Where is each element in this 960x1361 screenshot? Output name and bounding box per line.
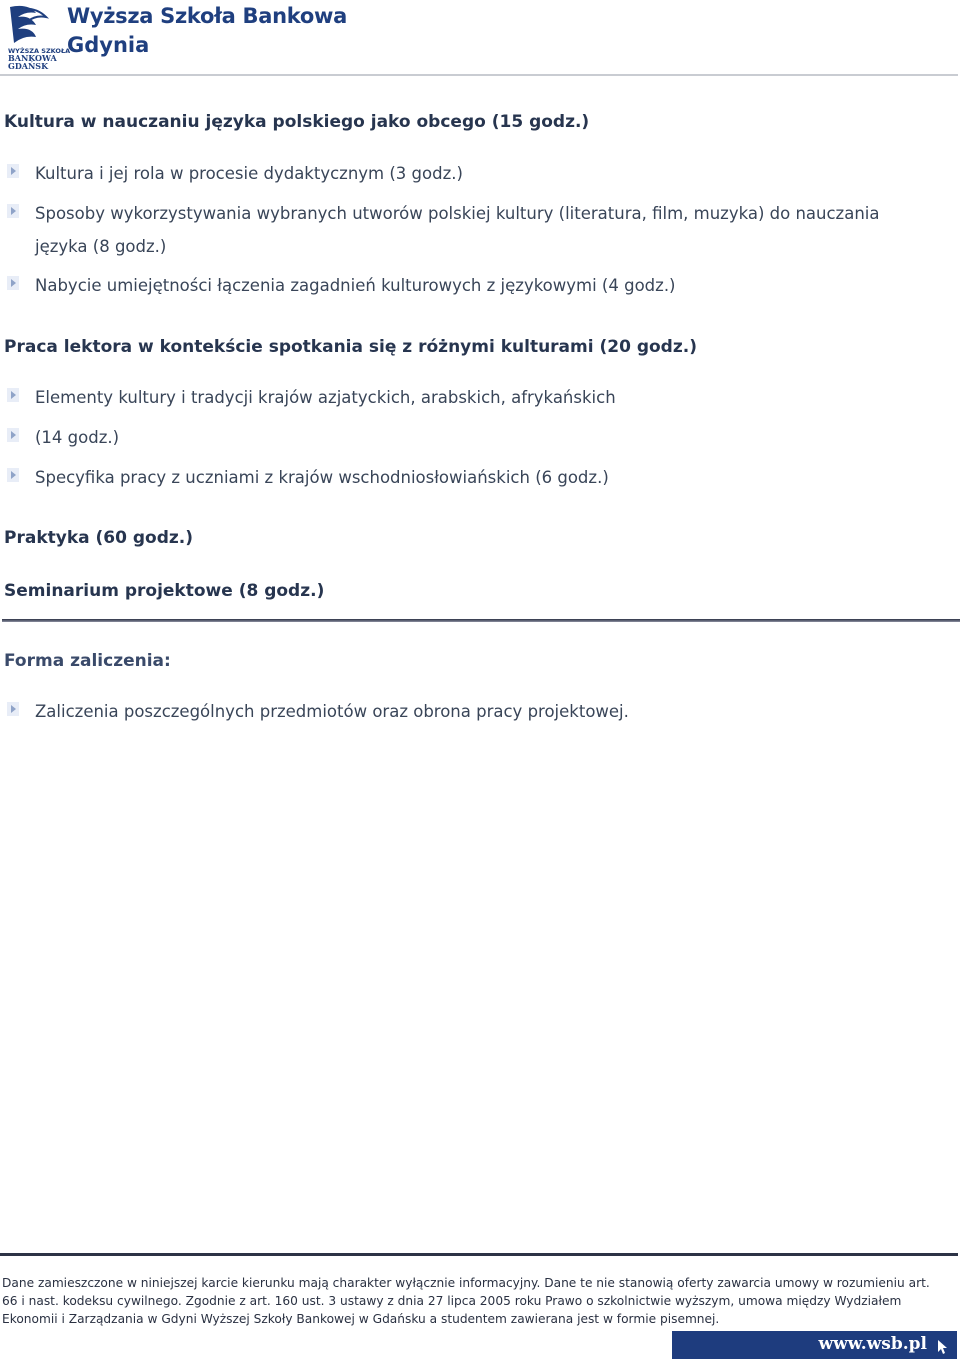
bullet-arrow-icon xyxy=(6,427,20,443)
university-logo-icon xyxy=(6,3,71,71)
svg-text:WYŻSZA SZKOŁA: WYŻSZA SZKOŁA xyxy=(8,47,71,55)
logo-title: Wyższa Szkoła Bankowa xyxy=(67,4,347,28)
footer-divider xyxy=(0,1253,958,1256)
bullet-arrow-icon xyxy=(6,203,20,219)
section-heading: Kultura w nauczaniu języka polskiego jako obcego (15 godz.) xyxy=(4,112,590,132)
footer-url-bar[interactable] xyxy=(672,1331,957,1359)
list-item-text: Zaliczenia poszczególnych przedmiotów oraz obrona pracy projektowej. xyxy=(35,702,629,721)
list-item-text: Sposoby wykorzystywania wybranych utworów polskiej kultury (literatura, film, muzyka) do nauczania języka (8 godz.) xyxy=(35,204,880,256)
cursor-arrow-icon xyxy=(937,1339,949,1355)
bullet-arrow-icon xyxy=(6,387,20,403)
list-item-text: Nabycie umiejętności łączenia zagadnień kulturowych z językowymi (4 godz.) xyxy=(35,276,676,295)
header-divider xyxy=(0,74,958,76)
assessment-heading: Forma zaliczenia: xyxy=(4,651,171,671)
list-item-text: Specyfika pracy z uczniami z krajów wschodniosłowiańskich (6 godz.) xyxy=(35,468,609,487)
list-item-text: (14 godz.) xyxy=(35,428,120,447)
bullet-arrow-icon xyxy=(6,467,20,483)
bullet-arrow-icon xyxy=(6,275,20,291)
list-item-text: Elementy kultury i tradycji krajów azjatyckich, arabskich, afrykańskich xyxy=(35,388,616,407)
svg-text:GDAŃSK: GDAŃSK xyxy=(8,61,49,71)
svg-text:BANKOWA: BANKOWA xyxy=(8,53,57,63)
footer-url-link[interactable]: www.wsb.pl xyxy=(818,1334,927,1354)
section-heading: Seminarium projektowe (8 godz.) xyxy=(4,581,325,601)
section-heading: Praca lektora w kontekście spotkania się z różnymi kulturami (20 godz.) xyxy=(4,337,697,357)
list-item-text: Kultura i jej rola w procesie dydaktycznym (3 godz.) xyxy=(35,164,463,183)
section-heading: Praktyka (60 godz.) xyxy=(4,528,194,548)
page-header xyxy=(0,0,960,78)
bullet-arrow-icon xyxy=(6,701,20,717)
footer-disclaimer: Dane zamieszczone w niniejszej karcie kierunku mają charakter wyłącznie informacyjny. Dane te nie stanowią oferty zawarcia umowy w rozumieniu art. 66 i nast. kodeksu cywilnego. Zgodnie z art. 160 ust. 3 ustawy z dnia 27 lipca 2005 roku Prawo o szkolnictwie wyższym, umowa między Wydziałem Ekonomii i Zarządzania w Gdyni Wyższej Szkoły Bankowej w Gdańsku a studentem zawierana jest w formie pisemnej. xyxy=(2,1276,930,1326)
section-divider xyxy=(2,619,960,622)
logo-subtitle: Gdynia xyxy=(67,33,150,57)
bullet-arrow-icon xyxy=(6,163,20,179)
